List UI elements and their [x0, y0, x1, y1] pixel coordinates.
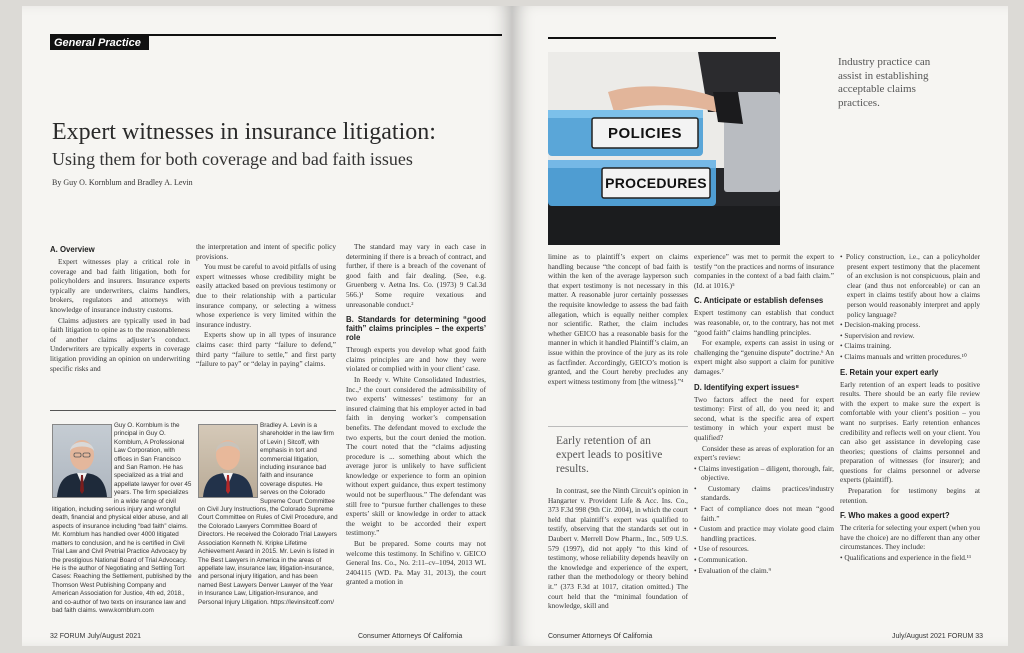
paragraph: Preparation for testimony begins at retention. [840, 486, 980, 505]
paragraph: Early retention of an expert leads to positive results. There should be an early file review with the expert to make sure the expert is comfortable with your client’s position – you want no surprises. Early retention enhances credibility and reflects well on your client. You can also get assistance in developing case theories; questions of claims personnel and preparation of witnesses (for insurer); and questions for claims personnel or adverse experts (plaintiff). [840, 379, 980, 485]
paragraph: You must be careful to avoid pitfalls of using expert witnesses whose credibility might be easily attacked based on previous testimony or due to their relationship with a particular insurance company, or selecting a witness whose experience is very limited within the insurance industry. [196, 262, 336, 329]
paragraph: experience” was met to permit the expert to testify “on the practices and norms of insurance companies in the context of a bad faith claim.” (Id. at 1016.)⁵ [694, 252, 834, 290]
right-column-2 [694, 252, 834, 576]
bio-kornblum [52, 422, 192, 627]
list-item: • Claims investigation – diligent, thorough, fair, objective. [694, 463, 834, 483]
paragraph: Expert testimony can establish that conduct was reasonable, or, to the contrary, has not met “good faith” claims handling principles. [694, 308, 834, 337]
pullquote-rule [548, 426, 688, 427]
paragraph: Claims adjusters are typically used in bad faith litigation to opine as to the reasonableness of another claims adjuster’s conduct. Underwriters are typically experts in coverage litigation providing an opinion on underwriting specific risks and [50, 315, 190, 373]
list-item: • Claims manuals and written procedures.¹⁰ [840, 351, 967, 361]
byline: By Guy O. Kornblum and Bradley A. Levin [52, 178, 193, 187]
bio-kornblum-text: Guy O. Kornblum is the principal in Guy O. Kornblum, A Professional Law Corporation, with offices in San Francisco and San Ramon. He has specialized as a trial and appellate lawyer for over 45 years. The firm specializes in a wide range of civil litigation, including serious injury and wrongful death, financial and physical elder abuse, and all aspects of insurance including “bad faith” claims. Mr. Kornblum has handled over 4000 litigated matters to conclusion, and he is certified in Civil Trial Law and Civil Pretrial Practice Advocacy by the prestigious National Board of Trial Advocacy. He is the author of Negotiating and Settling Tort Cases: Reaching the Settlement, published by the Thomson West Publishing Company and American Association for Justice, 4th ed, 2018., and co-author of two texts on insurance law and bad faith claims. www.kornblum.com [52, 422, 192, 614]
right-column-1-cont [548, 486, 688, 612]
section-tag: General Practice [50, 36, 149, 50]
right-page [512, 6, 1008, 646]
left-page [22, 6, 512, 646]
left-column-3 [346, 242, 486, 588]
paragraph: But be prepared. Some courts may not welcome this testimony. In Schifino v. GEICO General Ins. Co., No. 2:11–cv–1094, 2013 WL 2404115 (WD. Pa. May 31, 2013), the court granted a motion in [346, 539, 486, 587]
footer-left-publisher: Consumer Attorneys Of California [358, 633, 463, 640]
paragraph: the interpretation and intent of specific policy provisions. [196, 242, 336, 261]
paragraph: In Reedy v. White Consolidated Industries, Inc.,³ the court considered the admissibility of two experts’ witnesses’ testimony for an insured claiming that his employer acted in bad faith in denying worker’s compensation benefits. The defendant moved to exclude the two experts, but the court denied the motion. The court noted that the “claims adjusting procedure is ... something about which the average juror is unlikely to have sufficient knowledge or experience to form an opinion without expert guidance, thus expert testimony would not be superfluous.” The defendant was still free to “pursue further challenges to these experts’ skill or knowledge in order to attack the weight to be accorded their expert testimony.” [346, 374, 486, 538]
article-title: Expert witnesses in insurance litigation: [52, 119, 436, 145]
list-item: • Fact of compliance does not mean “good faith.” [694, 504, 834, 523]
binders-illustration [548, 52, 780, 245]
footer-left-page-number: 32 FORUM July/August 2021 [50, 633, 142, 640]
paragraph: Two factors affect the need for expert testimony: First of all, do you need it; and second, what is the specific area of expert testimony in which your expert must be qualified? [694, 394, 834, 442]
top-rule [548, 37, 776, 39]
bullet-list [840, 252, 980, 362]
heading-who-makes: F. Who makes a good expert? [840, 511, 950, 521]
footer-right-publisher: Consumer Attorneys Of California [548, 633, 653, 640]
footer-right-page-number: July/August 2021 FORUM 33 [892, 633, 984, 640]
paragraph: For example, experts can assist in using or challenging the “genuine dispute” doctrine.⁶ An expert might also support a claim for punitive damages.⁷ [694, 338, 834, 376]
list-item: • Use of resources. [694, 544, 749, 554]
list-item: • Supervision and review. [840, 330, 915, 340]
procedures-label: PROCEDURES [605, 175, 707, 191]
heading-retain: E. Retain your expert early [840, 367, 939, 377]
policies-label: POLICIES [607, 124, 682, 142]
paragraph: Expert witnesses play a critical role in coverage and bad faith litigation, both for policyholders and insurers. Insurance experts typically are underwriters, claims handlers, brokers, regulators and attorneys with knowledge of insurance industry customs. [50, 257, 190, 314]
left-column-1 [50, 239, 190, 374]
paragraph: In contrast, see the Ninth Circuit’s opinion in Hangarter v. Provident Life & Acc. Ins. Co., 373 F.3d 998 (9th Cir. 2004), in which the court held that plaintiff’s expert was qualified to testify, observing that the standards set out in Daubert v. Merrell Dow Pharm., Inc., 509 U.S. 579 (1997), did not apply “to this kind of testimony, whose reliability depends heavily on the knowledge and experience of the expert, rather than the methodology or theory behind it.” (373 F.3d at 1017, citation omitted.) The court held that the “minimal foundation of knowledge, skill and [548, 486, 688, 611]
right-column-3 [840, 252, 980, 564]
paragraph: Through experts you develop what good faith claims principles are and how they were violated or complied with in your client’ case. [346, 345, 486, 374]
paragraph: Experts show up in all types of insurance claims case: third party “failure to defend,” third party “failure to settle,” and first party “failure to pay” or “delay in paying” claims. [196, 330, 336, 369]
heading-anticipate: C. Anticipate or establish defenses [694, 296, 824, 306]
heading-standards: B. Standards for determining “good faith” claims principles – the experts’ role [346, 315, 486, 343]
paragraph: limine as to plaintiff’s expert on claims handling because “the concept of bad faith is within the ken of the average layperson such that expert testimony is not necessary in this matter. A reasonable juror certainly possesses the requisite knowledge to assess the bad faith allegation, which is equally neither complex nor scientific. Rather, the claim includes whether GEICO has a reasonable basis for the manner in which it handled Plaintiff’s claim, an issue within the province of the jury as its role as factfinder. Accordingly, GEICO’s motion is granted, and the Court hereby precludes any expert witness testimony from [the witness].”⁴ [548, 252, 688, 386]
paragraph: The standard may vary in each case in determining if there is a breach of contract, and further, if there is a breach of the covenant of good faith and fair dealing. (See, e.g. Gruenberg v. Aetna Ins. Co. (1973) 9 Cal.3d 566.)¹ Some require vexatious and unreasonable conduct.² [346, 242, 486, 309]
list-item: • Qualifications and experience in the field.¹¹ [840, 553, 972, 563]
paragraph: The criteria for selecting your expert (when you have the choice) are no different than any other circumstances. They include: [840, 523, 981, 552]
heading-overview: A. Overview [50, 245, 95, 254]
paragraph: Consider these as areas of exploration for an expert’s review: [694, 443, 834, 463]
list-item: • Policy construction, i.e., can a policyholder present expert testimony that the placement of an exclusion is not conspicuous, plain and clear (and thus not enforceable) or can an expert in claims testify about how a claims person would reasonably interpret and apply policy language? [840, 252, 980, 319]
policies-procedures-photo [548, 52, 780, 245]
list-item: • Claims training. [840, 341, 892, 351]
bio-divider [50, 410, 336, 411]
bullet-list [694, 464, 834, 576]
photo-caption: Industry practice can assist in establishing acceptable claims practices. [838, 56, 931, 109]
float-spacer [198, 422, 260, 498]
pull-quote: Early retention of an expert leads to positive results. [556, 435, 663, 475]
bio-levin-text: Bradley A. Levin is a shareholder in the law firm of Levin | Sitcoff, with emphasis in tort and commercial litigation, including insurance bad faith and insurance coverage disputes. He serves on the Colorado Supreme Court Committee on Civil Jury Instructions, the Colorado Supreme Court Committee on Rules of Civil Procedure, and the Colorado Lawyers Committee Board of Directors. He received the Colorado Trial Lawyers Association Kenneth N. Kripke Lifetime Achievement Award in 2015. Mr. Levin is listed in The Best Lawyers in America in the areas of appellate law, insurance law, litigation-insurance, and personal injury litigation, and has been named Best Lawyers Denver Lawyer of the Year in Insurance Law, Litigation-Insurance, and Personal Injury Litigation. https://levinsitcoff.com/ [198, 422, 338, 606]
list-item: • Communication. [694, 555, 748, 565]
list-item: • Custom and practice may violate good claim handling practices. [694, 524, 834, 543]
list-item: • Decision-making process. [840, 320, 921, 330]
bio-levin [198, 422, 338, 627]
float-spacer [52, 422, 114, 498]
heading-identifying: D. Identifying expert issues⁸ [694, 382, 800, 392]
list-item: • Evaluation of the claim.⁹ [694, 565, 772, 575]
left-column-2 [196, 242, 336, 370]
article-subtitle: Using them for both coverage and bad faith issues [52, 149, 413, 169]
list-item: • Customary claims practices/industry standards. [694, 483, 834, 503]
right-column-1 [548, 252, 688, 387]
